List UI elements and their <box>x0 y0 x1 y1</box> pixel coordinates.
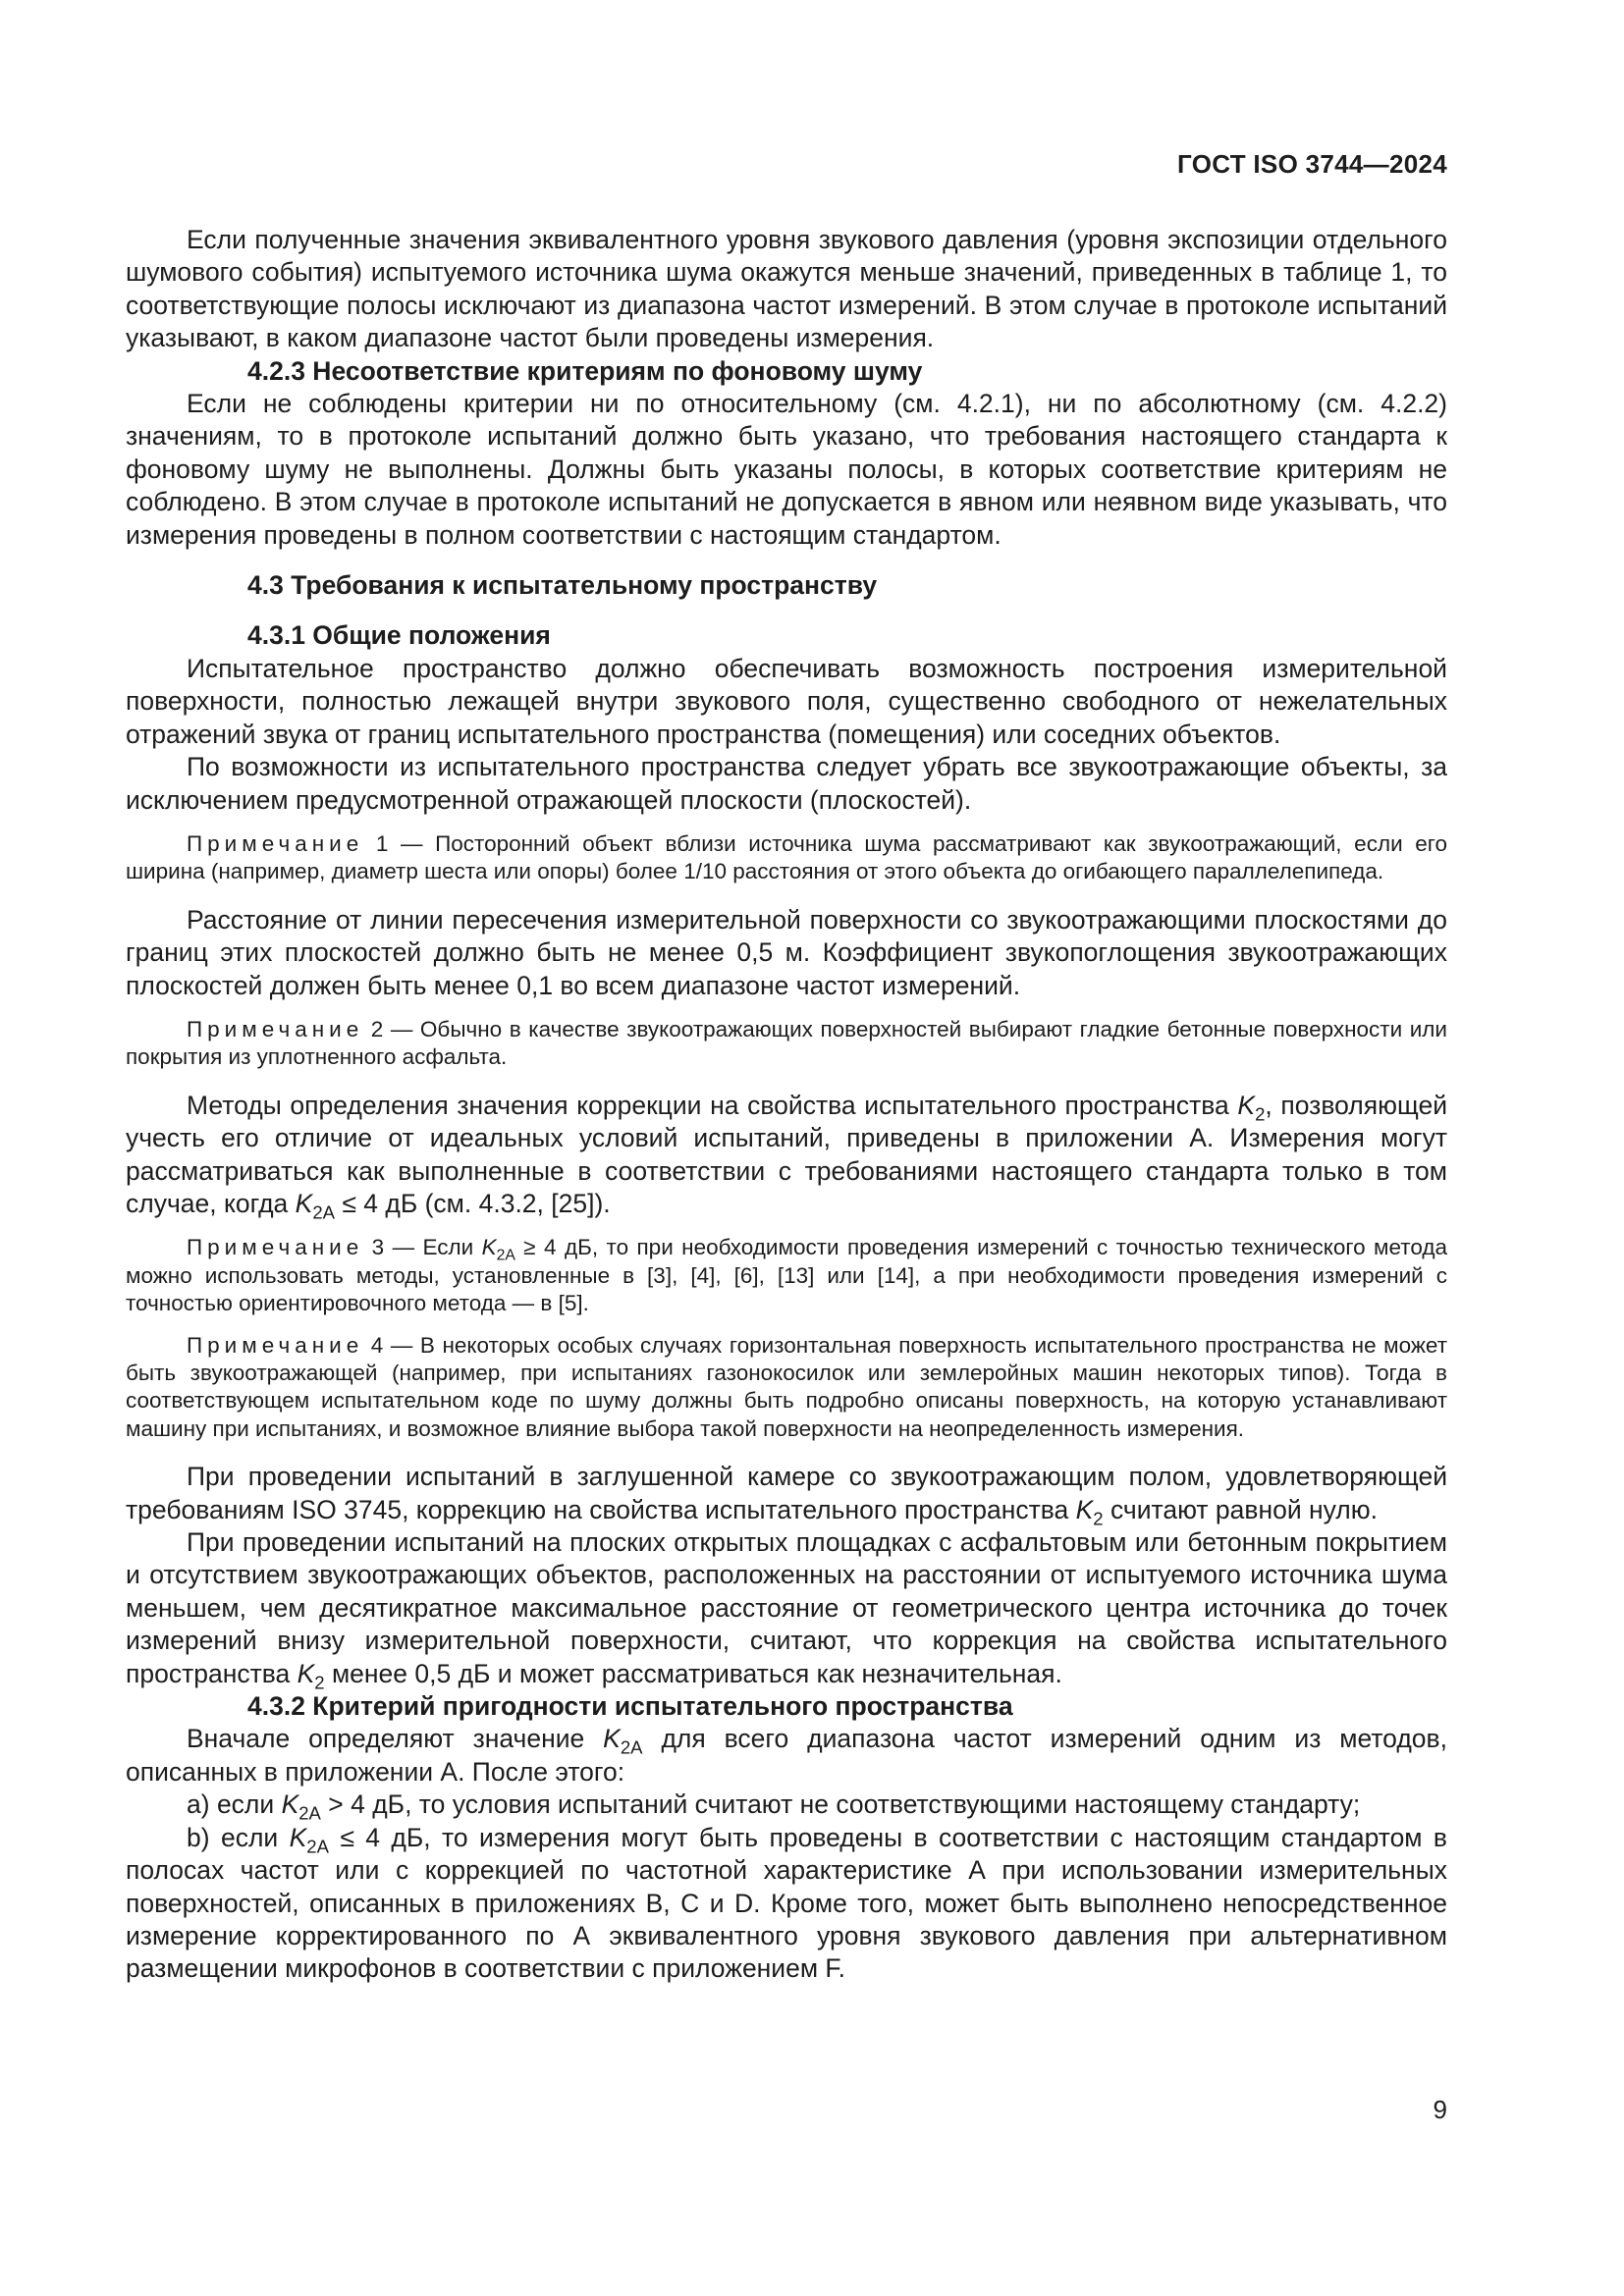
symbol-k: K <box>289 1822 307 1852</box>
symbol-k: K <box>1237 1090 1256 1120</box>
symbol-k: K <box>1075 1494 1094 1524</box>
note-text: 1 — Посторонний объект вблизи источника шума рассматривают как звукоотражающий, если его ширина (например, диаметр шеста или опоры) более 1/10 расстояния от этого объекта до огибающего параллелепипеда. <box>126 830 1447 884</box>
symbol-subscript: 2 <box>314 1672 325 1693</box>
symbol-subscript: 2A <box>496 1247 515 1264</box>
symbol-subscript: 2A <box>306 1836 329 1857</box>
note-text: 4 — В некоторых особых случаях горизонтальная поверхность испытательного пространства не может быть звукоотражающей (например, при испытаниях газонокосилок или землеройных машин некоторых типов). Тогда в соответствующем испытательном коде по шуму должны быть подробно описаны поверхность, на которую устанавливают машину при испытаниях, и возможное влияние выбора такой поверхности на неопределенность измерения. <box>126 1332 1447 1441</box>
paragraph <box>126 1723 1447 1789</box>
symbol-k: K <box>281 1789 299 1820</box>
paragraph: Если не соблюдены критерии ни по относительному (см. 4.2.1), ни по абсолютному (см. 4.2.2) значениям, то в протоколе испытаний должно быть указано, что требования настоящего стандарта к фоновому шуму не выполнены. Должны быть указаны полосы, в которых соответствие критериям не соблюдено. В этом случае в протоколе испытаний не допускается в явном или неявном виде указывать, что измерения проведены в полном соответствии с настоящим стандартом. <box>126 389 1447 550</box>
note-3 <box>126 1234 1447 1317</box>
note-2 <box>126 1016 1447 1072</box>
text-run: При проведении испытаний в заглушенной камере со звукоотражающим полом, удовлетворяющей требованиям ISO 3745, коррекцию на свойства испытательного пространства <box>126 1462 1447 1524</box>
paragraph: Если полученные значения эквивалентного уровня звукового давления (уровня экспозиции отдельного шумового события) испытуемого источника шума окажутся меньше значений, приведенных в таблице 1, то соответствующие полосы исключают из диапазона частот измерений. В этом случае в протоколе испытаний указывают, в каком диапазоне частот были проведены измерения. <box>126 225 1447 353</box>
list-item-a <box>126 1789 1447 1824</box>
text-run: ≥ 4 дБ, то при необходимости проведения измерений с точностью технического метода можно использовать методы, установленные в [3], [4], [6], [13] или [14], а при необходимости проведения измерений с точностью ориентировочного метода — в [5]. <box>126 1235 1447 1316</box>
symbol-subscript: 2A <box>620 1736 643 1758</box>
list-item-b <box>126 1822 1447 1986</box>
symbol-k: K <box>603 1724 621 1754</box>
paragraph: Расстояние от линии пересечения измерительной поверхности со звукоотражающими плоскостями до границ этих плоскостей должно быть не менее 0,5 м. Коэффициент звукопоглощения звукоотражающих плоскостей должен быть менее 0,1 во всем диапазоне частот измерений. <box>126 904 1447 1000</box>
text-run: если <box>209 1822 290 1852</box>
paragraph: По возможности из испытательного пространства следует убрать все звукоотражающие объекты, за исключением предусмотренной отражающей плоскости (плоскостей). <box>126 752 1447 815</box>
symbol-subscript: 2 <box>1093 1508 1104 1529</box>
page-body <box>126 224 1447 1986</box>
note-label: Примечание <box>187 1016 364 1041</box>
document-header: ГОСТ ISO 3744—2024 <box>1177 149 1447 179</box>
symbol-k: K <box>297 1658 315 1688</box>
list-marker: b) <box>187 1822 210 1852</box>
symbol-k: K <box>295 1188 313 1218</box>
text-run: ≤ 4 дБ (см. 4.3.2, [25]). <box>335 1188 611 1218</box>
section-heading-4-2-3: 4.2.3 Несоответствие критериям по фоновому шуму <box>247 355 923 386</box>
text-run: При проведении испытаний на плоских открытых площадках с асфальтовым или бетонным покрытием и отсутствием звукоотражающих объектов, расположенных на расстоянии от испытуемого источника шума меньшем, чем десятикратное максимальное расстояние от геометрического центра источника до точек измерений внизу измерительной поверхности, считают, что коррекция на свойства испытательного пространства <box>126 1527 1447 1688</box>
note-4 <box>126 1332 1447 1444</box>
list-marker: a) <box>187 1789 210 1820</box>
symbol-subscript: 2A <box>298 1802 321 1824</box>
symbol-subscript: 2 <box>1255 1103 1266 1125</box>
text-run: 3 — Если <box>363 1235 482 1260</box>
text-run: для всего диапазона частот измерений одним из методов, описанных в приложении А. После этого: <box>126 1724 1447 1787</box>
symbol-k: K <box>481 1235 497 1260</box>
note-text: 2 — Обычно в качестве звукоотражающих поверхностей выбирают гладкие бетонные поверхности или покрытия из уплотненного асфальта. <box>126 1016 1447 1070</box>
text-run: > 4 дБ, то условия испытаний считают не соответствующими настоящему стандарту; <box>320 1789 1361 1820</box>
text-run: ≤ 4 дБ, то измерения могут быть проведены в соответствии с настоящим стандартом в полосах частот или с коррекцией по частотной характеристике А при использовании измерительных поверхностей, описанных в приложениях В, С и D. Кроме того, может быть выполнено непосредственное измерение корректированного по А эквивалентного уровня звукового давления при альтернативном размещении микрофонов в соответствии с приложением F. <box>126 1822 1447 1984</box>
paragraph <box>126 1090 1447 1221</box>
note-label: Примечание <box>187 830 364 856</box>
note-label: Примечание <box>187 1235 364 1260</box>
text-run: менее 0,5 дБ и может рассматриваться как незначительная. <box>324 1658 1062 1688</box>
text-run: если <box>209 1789 282 1820</box>
paragraph <box>126 1461 1447 1529</box>
text-run: , позволяющей учесть его отличие от идеальных условий испытаний, приведены в приложении А. Измерения могут рассматриваться как выполненные в соответствии с требованиями настоящего стандарта только в том случае, когда <box>126 1090 1447 1218</box>
section-heading-4-3-1: 4.3.1 Общие положения <box>247 620 551 651</box>
symbol-subscript: 2A <box>312 1201 335 1223</box>
note-label: Примечание <box>187 1332 364 1358</box>
note-1 <box>126 830 1447 886</box>
section-heading-4-3: 4.3 Требования к испытательному пространству <box>247 570 878 601</box>
text-run: Вначале определяют значение <box>187 1724 604 1754</box>
text-run: считают равной нулю. <box>1103 1494 1378 1524</box>
section-heading-4-3-2: 4.3.2 Критерий пригодности испытательного пространства <box>247 1691 1013 1722</box>
text-run: Методы определения значения коррекции на свойства испытательного пространства <box>187 1090 1238 1120</box>
page-number: 9 <box>1433 2095 1447 2124</box>
paragraph <box>126 1526 1447 1693</box>
paragraph: Испытательное пространство должно обеспечивать возможность построения измерительной поверхности, полностью лежащей внутри звукового поля, существенно свободного от нежелательных отражений звука от границ испытательного пространства (помещения) или соседних объектов. <box>126 653 1447 749</box>
